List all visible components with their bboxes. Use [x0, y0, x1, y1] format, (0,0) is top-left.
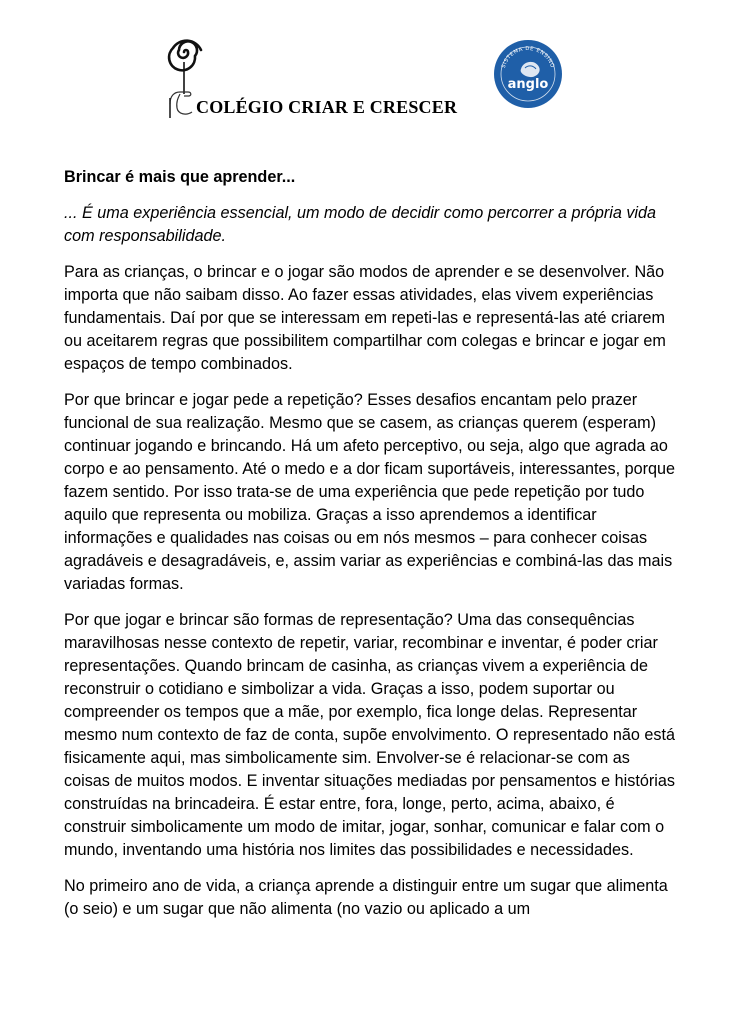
school-name: COLÉGIO CRIAR E CRESCER [196, 97, 458, 117]
document-subtitle: ... É uma experiência essencial, um modo de decidir como percorrer a própria vida com responsabilidade. [64, 204, 657, 245]
paragraph: Por que brincar e jogar pede a repetição? Esses desafios encantam pelo prazer funcional de sua realização. Mesmo que se casem, as crianças querem (esperam) continuar jogando e brincando. Há um afeto perceptivo, ou seja, algo que agrada ao corpo e ao pensamento. Até o medo e a dor ficam suportáveis, interessantes, porque fazem sentido. Por isso trata-se de uma experiência que pede repetição por tudo aquilo que representa ou mobiliza. Graças a isso aprendemos a identificar informações e qualidades nas coisas ou em nós mesmos – para conhecer coisas agradáveis e desagradáveis, e, assim variar as experiências e combiná-las das mais variadas formas. [64, 391, 675, 593]
paragraph: Para as crianças, o brincar e o jogar são modos de aprender e se desenvolver. Não importa que não saibam disso. Ao fazer essas atividades, elas vivem experiências fundamentais. Daí por que se interessam em repeti-las e representá-las até criarem ou aceitarem regras que possibilitem compartilhar com colegas e brincar e jogar em espaços de tempo combinados. [64, 263, 666, 373]
document-header [0, 0, 734, 140]
document-title: Brincar é mais que aprender... [64, 168, 296, 186]
anglo-lion-badge-icon [491, 35, 565, 113]
document-body [64, 166, 676, 934]
badge-ring-text: SISTEMA DE ENSINO [500, 45, 556, 69]
paragraph: No primeiro ano de vida, a criança aprende a distinguir entre um sugar que alimenta (o seio) e um sugar que não alimenta (no vazio ou aplicado a um [64, 877, 668, 918]
badge-brand-text: anglo [507, 77, 549, 92]
paragraph: Por que jogar e brincar são formas de representação? Uma das consequências maravilhosas nesse contexto de repetir, variar, recombinar e inventar, é poder criar representações. Quando brincam de casinha, as crianças vivem a experiência de reconstruir o cotidiano e simbolizar a vida. Graças a isso, podem suportar ou compreender os tempos que a mãe, por exemplo, fica longe delas. Representar mesmo num contexto de faz de conta, supõe envolvimento. O representado não está fisicamente aqui, mas simbolicamente sim. Envolver-se é relacionar-se com as coisas de muitos modos. E inventar situações mediadas por pensamentos e histórias construídas na brincadeira. É estar entre, fora, longe, perto, acima, abaixo, é construir simbolicamente um modo de imitar, jogar, sonhar, comunicar e falar com o mundo, inventando uma história nos limites das possibilidades e necessidades. [64, 611, 675, 859]
